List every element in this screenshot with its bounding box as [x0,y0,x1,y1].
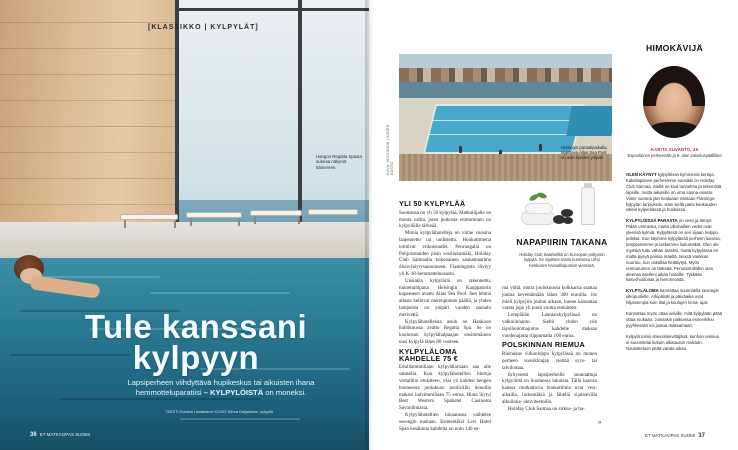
paragraph: Kylpylähotelleista asuin on Hankoon huhtikuussa avattu Regatta Spa. Se on kuuluisan kylpylähalpaajan ensimmäinen uusi kylpylä lähes 80 vuoteen. [399,319,491,345]
sidebar-paragraph: Kylpylä toimii stressinleivittäjänä, kunhan reissua ei suunnitelai liukuin aikataulun mukaan. Nautiskeluun pitää varata aikaa. [626,333,719,351]
body-column-1 [399,199,491,433]
paragraph: Riemukas viikonloppu kylpylässä on monen perheen suosikkiajan viettää syys- tai talvilomaa. [502,352,597,371]
page-number: 37 [698,433,705,439]
magazine-name: ET MATKAOPAS SUOMI [39,432,90,437]
paragraph: roa yöltä, mutta joulukuussa kolkkarna saattaa joutua keventämään lähes 300 euroilla. Jos mieli kylpyjiin joulun aikaan, huone kannattaa varata jopa yli puoli vuotta etukäteen. [502,286,597,312]
lead-bold: – KYLPYLÖISTÄ [203,387,264,397]
article-credit: TEKSTI Eveliina Linnahalme KUVAT Minna Karjalainen, kylpylät [165,410,273,414]
window-frame [175,8,369,11]
spa-still-life [513,185,610,235]
sun-lounger [308,209,358,215]
paragraph: Suomessa on yli 50 kylpylää. Matkailijalle on monta valita, joten joukosta erottuminen on kylpylöille tärkeää. [399,210,491,230]
sidebar-body [626,172,723,356]
sidebar-lead-bold: OLEN KÄYNYT [626,172,657,177]
sun-lounger [120,214,178,220]
portrait-role: Espoolainen perheenäiti ja 6- alan palveluspäällikkö [627,153,722,158]
spine-shadow [365,0,373,450]
sidebar-paragraph: OLEN KÄYNYT kylpylöissä kymmeniä kertoja. Kaksilapsisen perheemme suosikki on Holiday Club Saimaa. Siellä on kiva tunnelma ja tekemistä lapsille, mutta aikuisille on oma sauna-osasto. Viime vuonna jäin kouluaan Vantaan Flamingo-kylpylän tarjouksiin. Käin siellä paris kuukauden välein kylpemässä ja hoidoissa. [626,172,722,213]
paragraph: Edullisimmillaan kylpylälomaan saa alle satasella. Kun kylpylähotellien hintoja vertailtiin etukäteen, yksi yö kahden hengen huoneessa joulukuun puolivälin tienoilla maksoi halvimmillaan 75 euroa. Hinta löytyi Best Western Spahotel Casinosta Savonlinnasta. [399,365,491,412]
lead-end: on moneksi. [265,387,307,397]
sea-pool-caption: Helsingin paraatipaikalla, sijaitseva Allas Sea Pool on auki suoden ympäri. [561,145,608,161]
window-frame [175,0,179,240]
sidebar-paragraph: KYLPYLÄLOMA kannattaa suunnitella sesongin ulkopuolelle. Arkipäivät ja päiväaika ovat hiljaisempia kuin lilat ja koulujen loma- ajat. [626,288,719,306]
fact-box-title: NAPAPIIRIN TAKANA [516,237,608,247]
article-title [76,308,316,376]
sun-lounger [250,210,302,216]
photo-credit: KUVA: HELSINGIN LAHDEN KOSTO [386,124,394,175]
portrait-name: KARITA SUVANTO, 46 [650,147,699,152]
paragraph: Erityisesti lapsiperheille suunnattuja kylpylöitä on Suomessa lukuisia. Tällä kaavan kanssa mutkattavia houkuttimia ovat vesi-aihailla, liukumäkiä ja lähellä sijaitsevilla alkuilona- aktiviteetoilla. [502,372,597,405]
continue-arrow: » [598,420,602,426]
page-footer-left [30,432,90,438]
subheading: KYLPYLÄLOMA KAHDELLE 75 € [399,346,459,363]
magazine-name: ET MATKAOPAS SUOMI [645,433,696,438]
paragraph: Holiday Club Saimaa on sirkus- ja ha- [508,406,585,412]
photo-caption: Hangon Regatta Spasta aukeaa näkymä Itämereen. [316,154,362,170]
paragraph: Lempiälän Launtaiskylpylässä on valkoiinnanto. Siellä yhden yön täysihoitomajoitus kahdelle maksaa vuodenajasta riippumatta 100 euroa. [502,313,597,339]
sidebar-title: HIMOKÄVIJÄ [646,43,703,53]
section-label: [KLASSIKKO | KYLPYLÄT] [148,24,259,31]
lead-text: Lapsiperheen viihdyttävä hupikeskus tai aikuisten ihana hemmotteluparatiisi [127,378,315,397]
page-number: 36 [30,432,37,438]
sea-pool-photo [399,54,612,181]
photo-deck [0,222,369,262]
sidebar-lead-bold: KYLPYLÖISSÄ PARASTA [626,218,678,224]
sidebar-paragraph: Kannattaa myös ottaa selville, mitä kylpylään pitää ottaa mukaan. Joissakin paikoissa esimerkiksi pyyhkeestä voi joutua maksamaan. [626,311,723,328]
window-frame [298,0,302,240]
body-column-2 [502,286,597,413]
portrait-photo [643,66,705,138]
paragraph: Uusiakin kylpylöitä on rakennettu, tunnetuimpana Helsingin Kauppatorin kupeeseen avattu Allas Sea Pool. Sen lehmä allasta kelluvat merenpinnan päällä, ja yhden lampeista on ympäri vuoden saunalu merivettä. [399,278,491,318]
fact-box-text: Holiday Club Saariselkä on Euroopan pohjoisin kylpylä. Se sijaitsee Inarin kunnassa Urho Kekkosen kansallispuiston vieressä. [519,252,605,268]
subheading: YLI 50 KYLPYLÄÄ [399,199,466,208]
paragraph: Monia kylpylähotelleja on viime vuosina laajennettu tai uudistettu. Houkuttimena toimivat erikoisuudet. Peurungalla on Pohjoismaiden pisin vesiliukumäki, Holiday Club Saimaalla kokonainen saunamaailma disco-höyrysaunoineen. Flamingosta löytyy yli K-18-hemmotteluosasto. [399,231,491,277]
photo-wooden-wall [0,0,175,235]
sidebar-paragraph: KYLPYLÖISSÄ PARASTA on veso ja lämpö. Pidän ummesta, mutta ulkohallien vedet ovat yleensä kylmiä. Kylpylässä on sen sijaan helppo polskia. Kun käymme kylpylässä perheen kanssa, tempputemme ja laskemme liukumäkiä. Olen ole myöskä tuttu vähän arasksi, mutta kylpylässä en malta pysyä poissa mäeltä. Nexsä vankkan nuortuu, kun uskallaa heittäytyä. Myös rentoutumen on tärkeää. Pernetomillahin otan aleensa itselleni aikaa hoitoille. Tykkään kasvohoidoista ja hieronnoista. [626,218,721,283]
sidebar-lead-bold: KYLPYLÄLOMA [626,288,659,294]
page-footer-right [645,433,705,439]
subheading: POLSKINNAN RIEMUA [502,340,585,350]
article-lead [116,378,326,397]
paragraph: Kylpylähotellien hinnatasoa vaihtelee sesongin mukaan. Esimerkiksi Levi Hotel Span kesähinta kahdelta on noin 140 eu- [399,412,491,432]
title-line-2: kylpyyn [132,339,260,376]
sun-lounger [186,212,242,218]
title-line-1: Tule kanssani [84,308,308,345]
